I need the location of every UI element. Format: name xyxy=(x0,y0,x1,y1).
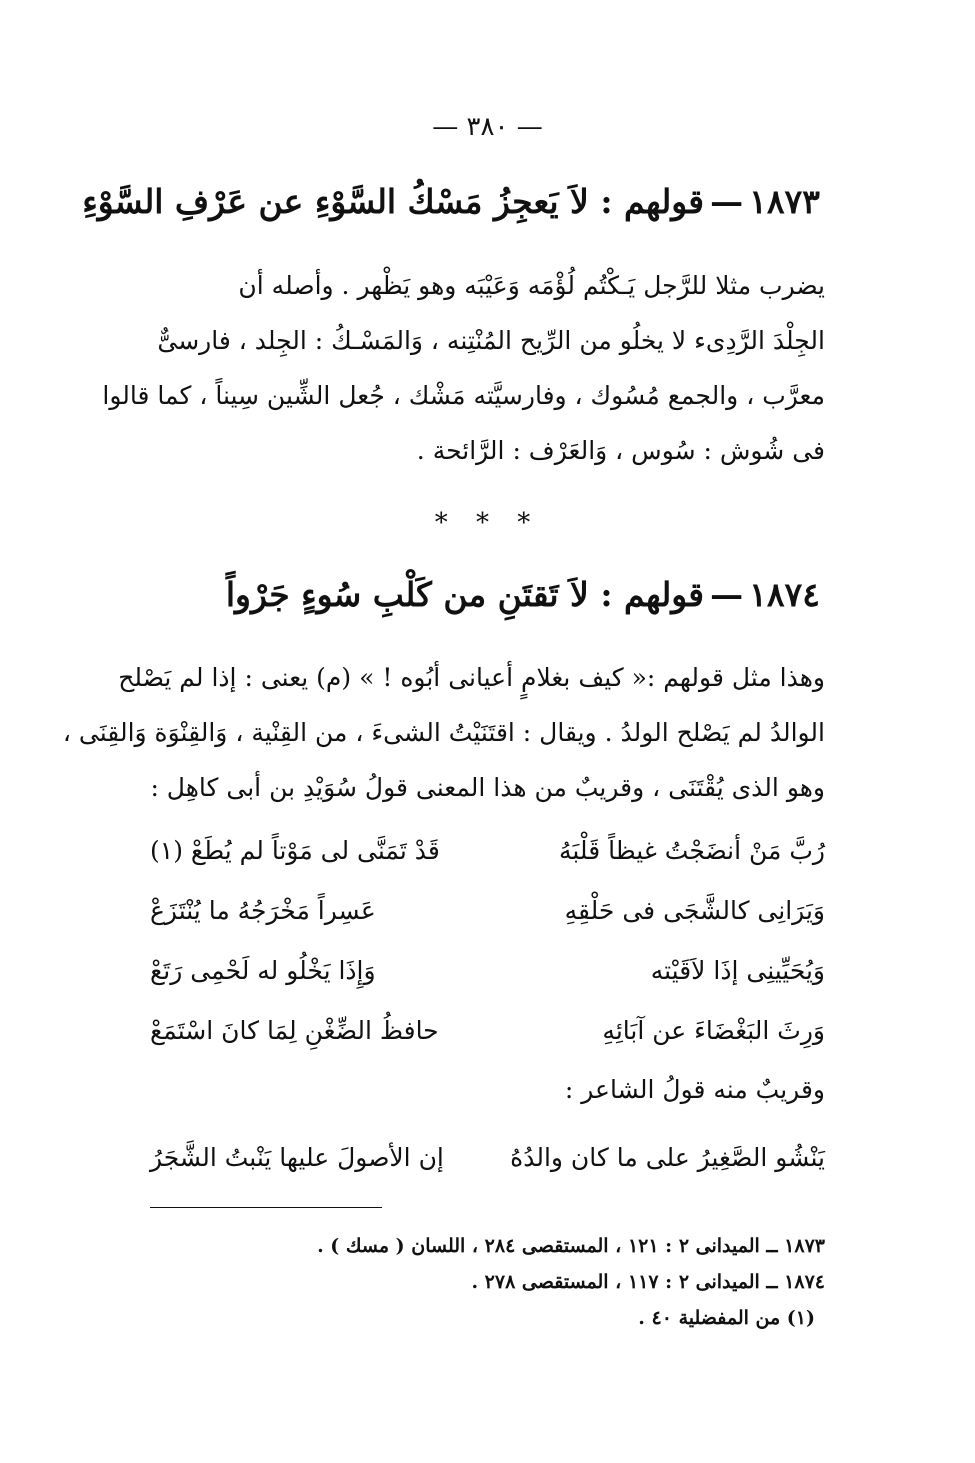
verse-line xyxy=(150,1000,825,1060)
paragraph-line: معرَّب ، والجمع مُسُوك ، وفارسيَّته مَشْك ، جُعل الشِّين سِيناً ، كما قالوا xyxy=(102,381,825,410)
paragraph-line: فى شُوش : سُوس ، وَالعَرْف : الرَّائحة . xyxy=(416,436,825,465)
entry-dash: — xyxy=(710,575,744,614)
verse-first-hemistich: يَنْشُو الصَّغِيرُ على ما كان والدُهُ xyxy=(510,1142,825,1172)
verse-line xyxy=(150,880,825,940)
entry-1874-body xyxy=(62,650,825,815)
verse-second-hemistich: حافظُ الضِّغْنِ لِمَا كانَ اسْتَمَعْ xyxy=(150,1015,439,1045)
footnote-1873: ١٨٧٣ ــ الميدانى ٢ : ١٢١ ، المستقصى ٢٨٤ ، اللسان ( مسك ) . xyxy=(317,1235,825,1257)
verse-first-hemistich: وَرِثَ البَغْضَاءَ عن آبَائِهِ xyxy=(602,1015,825,1045)
page-number: — ٣٨٠ — xyxy=(432,112,543,142)
verse-second-hemistich: عَسِراً مَخْرَجُهُ ما يُنْتَزَعْ xyxy=(150,895,376,925)
verse-line xyxy=(150,820,825,880)
verse-first-hemistich: وَيَرَانِى كالشَّجَى فى حَلْقِهِ xyxy=(564,895,825,925)
poem-block xyxy=(150,820,825,1060)
poem-intro xyxy=(150,1062,825,1117)
verse-first-hemistich: رُبَّ مَنْ أنضَجْتُ غيظاً قَلْبَهُ xyxy=(558,835,825,865)
verse-first-hemistich: وَيُحَيِّينِى إذَا لاَقَيْته xyxy=(650,955,825,985)
entry-1873-body xyxy=(102,258,825,478)
paragraph-line: وهو الذى يُقْتَنَى ، وقريبٌ من هذا المعنى قولُ سُوَيْدِ بن أبى كاهِل : xyxy=(150,773,825,802)
paragraph-line: يضرب مثلا للرَّجل يَـكْتُم لُؤْمَه وَعَيْبَه وهو يَظْهر . وأصله أن xyxy=(238,271,825,300)
section-separator: * * * xyxy=(434,508,541,538)
footnote-1: (١) من المفضلية ٤٠ . xyxy=(638,1307,815,1329)
entry-title: قولهم : لاَ تَقتَنِ من كَلْبِ سُوءٍ جَرْواً xyxy=(225,575,705,614)
entry-number: ١٨٧٤ xyxy=(749,575,820,614)
entry-1873-heading xyxy=(82,182,820,221)
verse-line xyxy=(150,1127,825,1187)
paragraph-line: الجِلْدَ الرَّدِىء لا يخلُو من الرِّيح المُنْتِنه ، وَالمَسْـكُ : الجِلد ، فارسىٌّ xyxy=(157,326,825,355)
paragraph-line: وقريبٌ منه قولُ الشاعر : xyxy=(564,1075,825,1104)
poem-block-2 xyxy=(150,1127,825,1187)
entry-number: ١٨٧٣ xyxy=(749,182,820,221)
verse-second-hemistich: قَدْ تَمَنَّى لى مَوْتاً لم يُطَعْ (١) xyxy=(150,835,440,865)
verse-second-hemistich: وَإِذَا يَخْلُو له لَحْمِى رَتَعْ xyxy=(150,955,376,985)
footnotes xyxy=(150,1228,825,1336)
verse-line xyxy=(150,940,825,1000)
entry-title: قولهم : لاَ يَعجِزُ مَسْكُ السَّوْءِ عن عَرْفِ السَّوْءِ xyxy=(82,182,705,221)
footnote-divider xyxy=(150,1207,382,1208)
paragraph-line: وهذا مثل قولهم :« كيف بغلامٍ أعيانى أبُوه ! » (م) يعنى : إذا لم يَصْلح xyxy=(118,663,825,692)
entry-dash: — xyxy=(710,182,744,221)
footnote-1874: ١٨٧٤ ــ الميدانى ٢ : ١١٧ ، المستقصى ٢٧٨ . xyxy=(471,1271,825,1293)
verse-second-hemistich: إن الأصولَ عليها يَنْبتُ الشَّجَرُ xyxy=(150,1142,444,1172)
paragraph-line: الوالدُ لم يَصْلح الولدُ . ويقال : اقتَنَيْتُ الشىءَ ، من القِنْية ، وَالقِنْوَة وَالقِنَى ، xyxy=(62,718,825,747)
entry-1874-heading xyxy=(120,575,820,614)
